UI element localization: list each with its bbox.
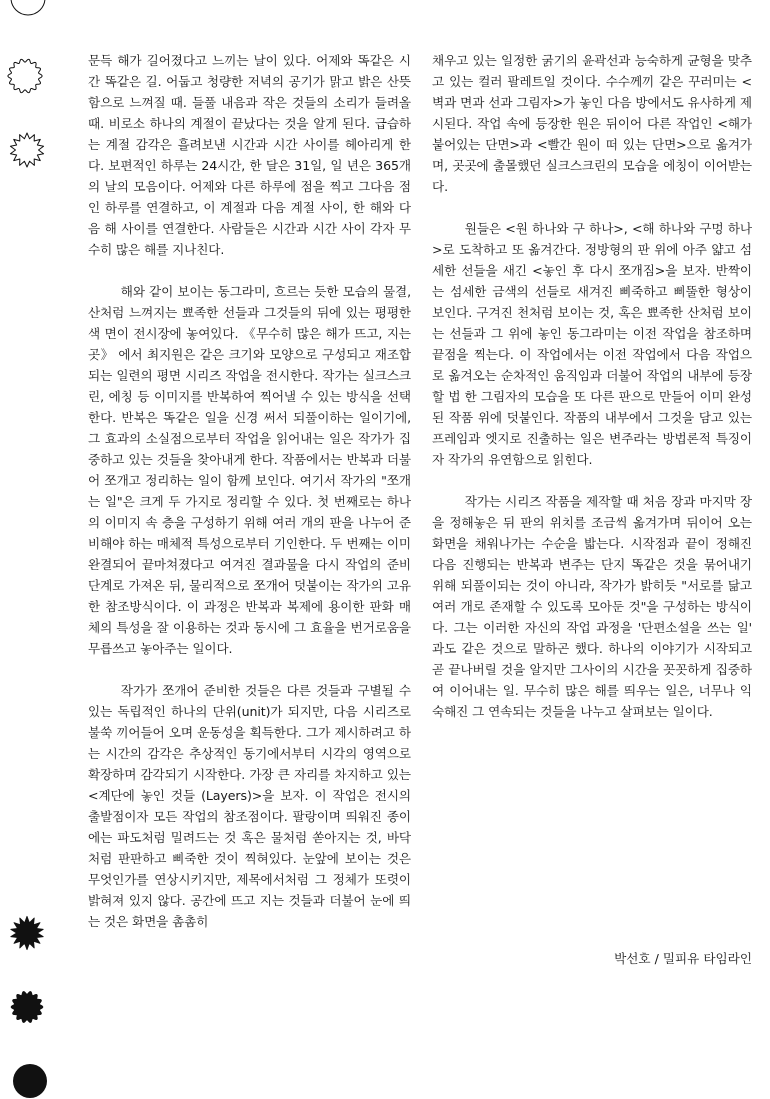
paragraph: 문득 해가 길어졌다고 느끼는 날이 있다. 어제와 똑같은 시간 똑같은 길. 어둡고 청량한 저녁의 공기가 맑고 밝은 산뜻함으로 느껴질 때. 들풀 내음과 작은 것들의 소리가 들려올 때. 비로소 하나의 계절이 끝났다는 것을 알게 된다. 급습하는 계절 감각은 흘려보낸 시간과 시간 사이를 헤아리게 한다. 보편적인 하루는 24시간, 한 달은 31일, 일 년은 365개의 날의 모음이다. 어제와 다른 하루에 점을 찍고 그다음 점인 하루를 연결하고, 이 계절과 다음 계절 사이, 한 해와 다음 해 사이를 연결한다. 사람들은 시간과 시간 사이 각자 무수히 많은 해를 지나친다.	[88, 53, 411, 257]
right-text-column	[432, 50, 752, 743]
starburst-filled-icon	[9, 915, 45, 951]
paragraph: 해와 같이 보이는 동그라미, 흐르는 듯한 모습의 물결, 산처럼 느껴지는 뾰족한 선들과 그것들의 뒤에 있는 평평한 색 면이 전시장에 놓여있다. 《무수히 많은 해가 뜨고, 지는 곳》 에서 최지원은 같은 크기와 모양으로 구성되고 재조합되는 일련의 평면 시리즈 작업을 전시한다. 작가는 실크스크린, 에칭 등 이미지를 반복하여 찍어낼 수 있는 방식을 선택한다. 반복은 똑같은 일을 신경 써서 되풀이하는 일이기에, 그 효과의 소실점으로부터 작업을 읽어내는 일은 작가가 집중하고 있는 것들을 찾아내게 한다. 작품에서는 반복과 더불어 쪼개고 정리하는 일이 함께 보인다. 여기서 작가의 "쪼개는 일"은 크게 두 가지로 정리할 수 있다. 첫 번째로는 하나의 이미지 속 층을 구성하기 위해 여러 개의 판을 나누어 준비해야 하는 매체적 특성으로부터 기인한다. 두 번째는 이미 완결되어 끝마쳐졌다고 여겨진 결과물을 다시 작업의 준비 단계로 가져온 뒤, 물리적으로 쪼개어 덧붙이는 작가의 고유한 참조방식이다. 이 과정은 반복과 복제에 용이한 판화 매체의 특성을 잘 이용하는 것과 동시에 그 효율을 번거로움을 무릅쓰고 놓아주는 일이다.	[88, 284, 411, 656]
circle-filled-icon	[12, 1063, 48, 1099]
scalloped-circle-outline-icon	[6, 57, 44, 95]
circle-outline-icon	[8, 0, 48, 18]
paragraph: 작가가 쪼개어 준비한 것들은 다른 것들과 구별될 수 있는 독립적인 하나의 단위(unit)가 되지만, 다음 시리즈로 불쑥 끼어들어 오며 운동성을 획득한다. 그가 제시하려고 하는 시간의 감각은 추상적인 동기에서부터 시각의 영역으로 확장하며 감각되기 시작한다. 가장 큰 자리를 차지하고 있는 <계단에 놓인 것들 (Layers)>을 보자. 이 작업은 전시의 출발점이자 모든 작업의 참조점이다. 팔랑이며 띄워진 종이에는 파도처럼 밀려드는 것 혹은 물처럼 쏟아지는 것, 바닥처럼 판판하고 삐죽한 것이 찍혀있다. 눈앞에 보이는 것은 무엇인가를 연상시키지만, 제목에서처럼 그 정체가 또렷이 밝혀져 있지 않다. 공간에 뜨고 지는 것들과 더불어 눈에 띄는 것은 화면을 촘촘히	[88, 683, 411, 929]
starburst-outline-icon	[8, 131, 46, 169]
author-credit: 박선호 / 밀피유 타임라인	[614, 951, 752, 966]
scalloped-circle-filled-icon	[10, 990, 44, 1024]
paragraph: 채우고 있는 일정한 굵기의 윤곽선과 능숙하게 균형을 맞추고 있는 컬러 팔레트일 것이다. 수수께끼 같은 꾸러미는 <벽과 면과 선과 그림자>가 놓인 다음 방에서도 유사하게 제시된다. 작업 속에 등장한 원은 뒤이어 다른 작업인 <해가 붙어있는 단면>과 <빨간 원이 떠 있는 단면>으로 옮겨가며, 곳곳에 출몰했던 실크스크린의 모습을 에칭이 이어받는다.	[432, 53, 752, 194]
paragraph: 작가는 시리즈 작품을 제작할 때 처음 장과 마지막 장을 정해놓은 뒤 판의 위치를 조금씩 옮겨가며 뒤이어 오는 화면을 채워나가는 수순을 밟는다. 시작점과 끝이 정해진 다음 진행되는 반복과 변주는 단지 똑같은 것을 묶어내기 위해 되풀이되는 것이 아니라, 작가가 밝히듯 "서로를 닮고 여러 개로 존재할 수 있도록 모아둔 것"을 구성하는 방식이다. 그는 이러한 자신의 작업 과정을 '단편소설을 쓰는 일' 과도 같은 것으로 말하곤 했다. 하나의 이야기가 시작되고 곧 끝나버릴 것을 알지만 그사이의 시간을 꼿꼿하게 집중하여 이어내는 일. 무수히 많은 해를 띄우는 일은, 너무나 익숙해진 그 연속되는 것들을 나누고 살펴보는 일이다.	[432, 494, 752, 719]
left-text-column	[88, 50, 411, 953]
paragraph: 원들은 <원 하나와 구 하나>, <해 하나와 구멍 하나>로 도착하고 또 옮겨간다. 정방형의 판 위에 아주 얇고 섬세한 선들을 새긴 <놓인 후 다시 쪼개짐>을 보자. 반짝이는 섬세한 금색의 선들로 새겨진 삐죽하고 삐뚤한 형상이 보인다. 구겨진 천처럼 보이는 것, 혹은 뾰족한 산처럼 보이는 선들과 그 위에 놓인 동그라미는 이전 작업을 참조하며 끝점을 찍는다. 이 작업에서는 이전 작업에서 다음 작업으로 옮겨오는 순차적인 움직임과 더불어 작업의 내부에 등장할 법 한 그림자의 모습을 또 다른 판으로 만들어 이미 완성된 작품 위에 덧붙인다. 작품의 내부에서 그것을 담고 있는 프레임과 엣지로 진출하는 일은 변주라는 방법론적 특징이자 작가의 유연함으로 읽힌다.	[432, 221, 752, 467]
